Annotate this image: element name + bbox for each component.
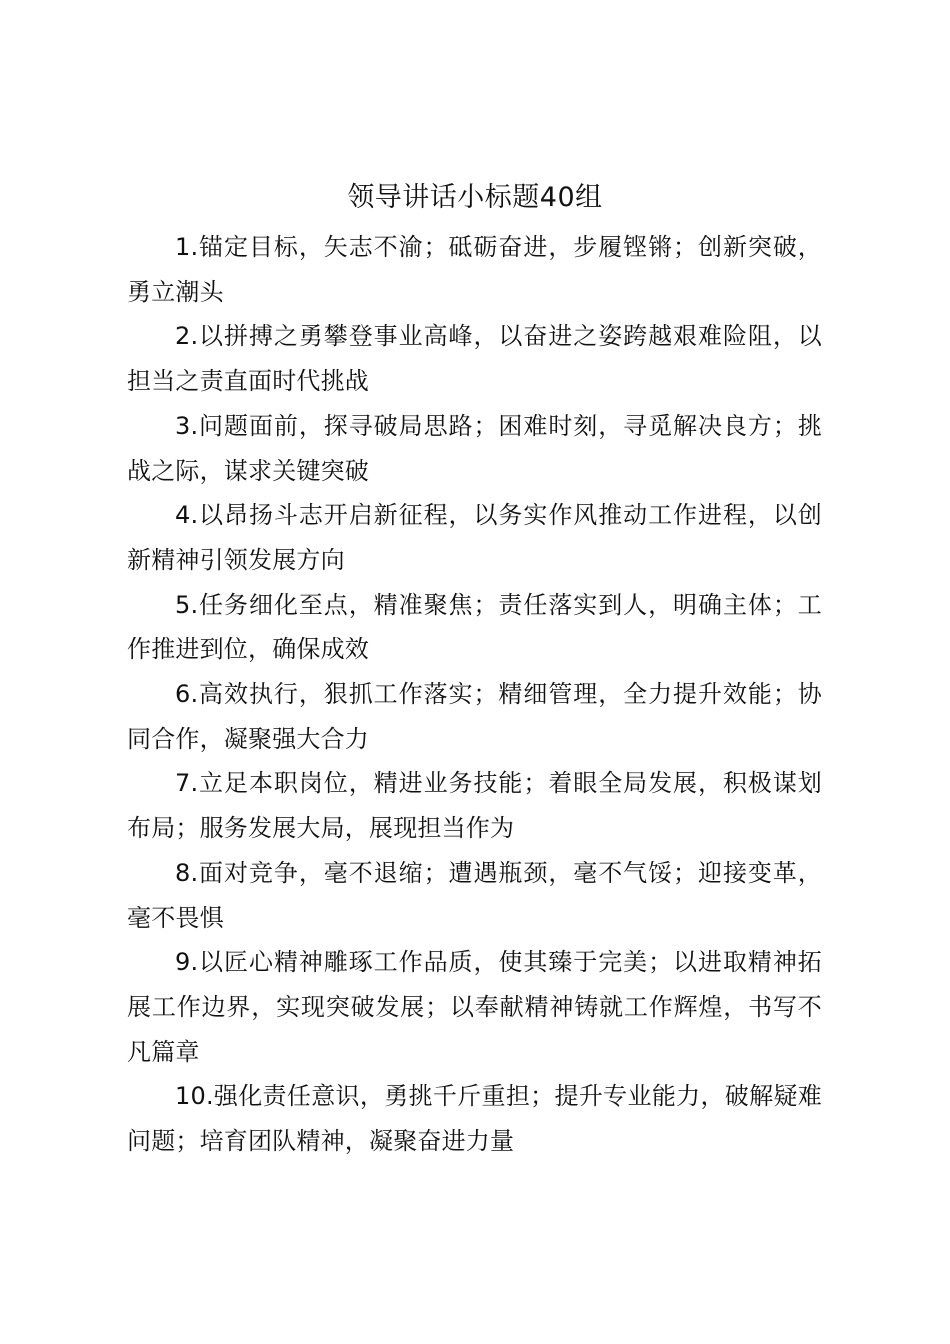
paragraph-1: 1.锚定目标，矢志不渝；砥砺奋进，步履铿锵；创新突破，勇立潮头 bbox=[127, 233, 822, 306]
paragraph-3: 3.问题面前，探寻破局思路；困难时刻，寻觅解决良方；挑战之际，谋求关键突破 bbox=[127, 411, 822, 485]
paragraph-7: 7.立足本职岗位，精进业务技能；着眼全局发展，积极谋划布局；服务发展大局，展现担当作为 bbox=[127, 769, 822, 843]
document-title: 领导讲话小标题40组 bbox=[347, 182, 603, 213]
paragraph-10: 10.强化责任意识，勇挑千斤重担；提升专业能力，破解疑难问题；培育团队精神，凝聚奋进力量 bbox=[127, 1082, 822, 1156]
paragraph-2: 2.以拼搏之勇攀登事业高峰，以奋进之姿跨越艰难险阻，以担当之责直面时代挑战 bbox=[127, 322, 822, 396]
paragraph-5: 5.任务细化至点，精准聚焦；责任落实到人，明确主体；工作推进到位，确保成效 bbox=[127, 590, 822, 664]
document-body bbox=[127, 225, 822, 1164]
paragraph-9: 9.以匠心精神雕琢工作品质，使其臻于完美；以进取精神拓展工作边界，实现突破发展；以奉献精神铸就工作辉煌，书写不凡篇章 bbox=[127, 948, 822, 1066]
paragraph-4: 4.以昂扬斗志开启新征程，以务实作风推动工作进程，以创新精神引领发展方向 bbox=[127, 501, 822, 574]
paragraph-6: 6.高效执行，狠抓工作落实；精细管理，全力提升效能；协同合作，凝聚强大合力 bbox=[127, 680, 822, 753]
paragraph-8: 8.面对竞争，毫不退缩；遭遇瓶颈，毫不气馁；迎接变革，毫不畏惧 bbox=[127, 858, 822, 932]
